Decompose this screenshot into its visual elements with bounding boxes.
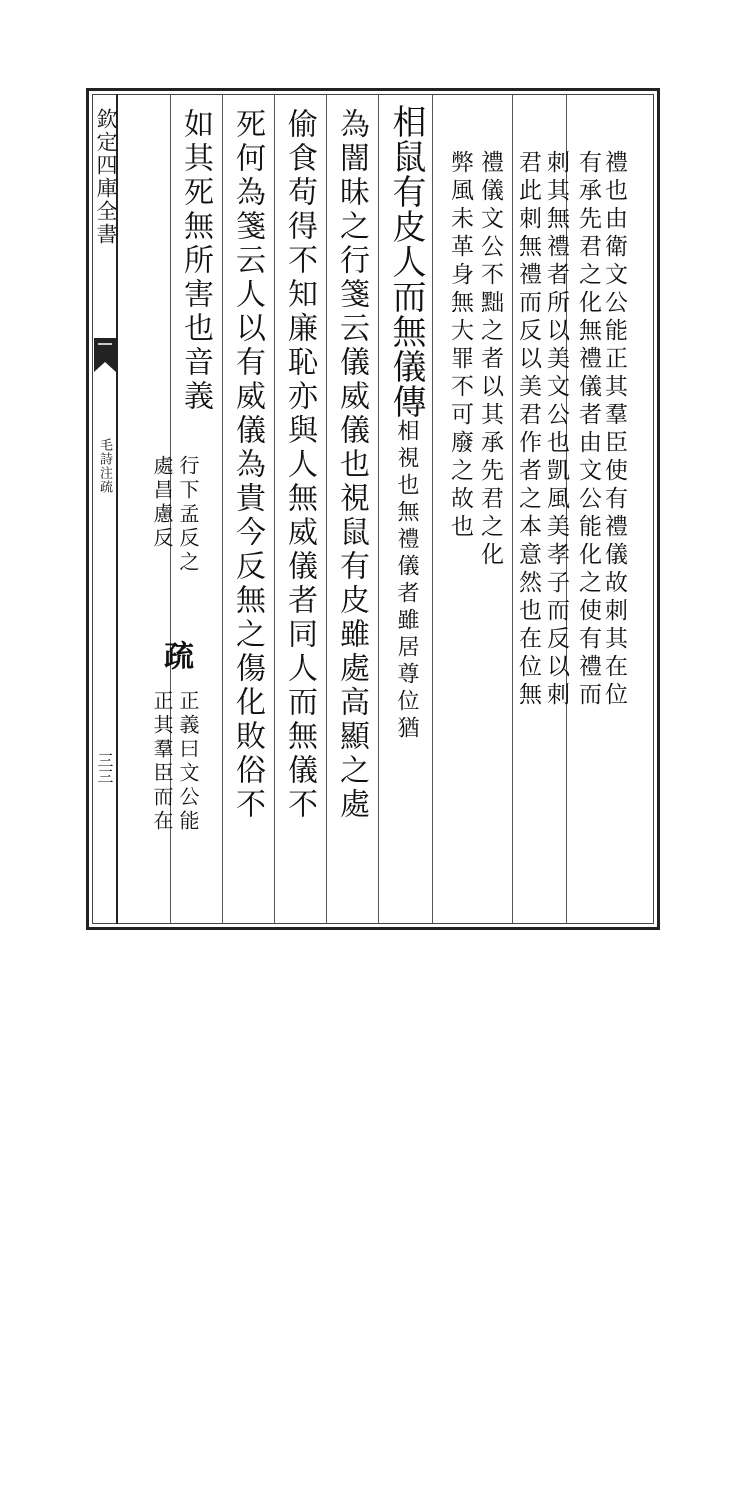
column-divider	[222, 94, 223, 924]
sound-gloss-right: 行下孟反之	[176, 455, 200, 575]
column-divider	[512, 94, 513, 924]
column-divider	[432, 94, 433, 924]
text-column-8: 為闇昧之行箋云儀威儀也視鼠有皮雖處高顯之處	[334, 108, 369, 822]
verse-text: 相鼠有皮人而無儀傳	[386, 104, 426, 419]
text-column-9: 偷食苟得不知廉恥亦與人無威儀者同人而無儀不	[282, 108, 317, 822]
text-column-1: 禮也由衛文公能正其羣臣使有禮儀故刺其在位	[601, 150, 627, 710]
subcommentary-right: 正義曰文公能	[176, 690, 200, 834]
leaf-number: 三三	[95, 752, 114, 784]
book-title: 毛詩注疏	[97, 438, 112, 494]
text-column-6: 弊風未革身無大罪不可廢之故也	[447, 150, 473, 542]
commentary-text: 如其死無所害也音義	[178, 108, 213, 414]
column-divider	[274, 94, 275, 924]
subcommentary-mark: 疏	[158, 640, 193, 674]
text-column-2: 有承先君之化無禮儀者由文公能化之使有禮而	[575, 150, 601, 710]
margin-header: 欽定四庫全書	[94, 108, 118, 246]
text-column-10: 死何為箋云人以有威儀為貴今反無之傷化敗俗不	[230, 108, 265, 822]
sound-gloss-left: 處昌慮反	[150, 455, 174, 551]
text-column-5: 禮儀文公不黜之者以其承先君之化	[477, 150, 503, 570]
column-divider	[326, 94, 327, 924]
text-column-4: 君此刺無禮而反以美君作者之本意然也在位無	[515, 150, 541, 710]
subcommentary-left: 正其羣臣而在	[150, 690, 174, 834]
column-divider	[378, 94, 379, 924]
text-column-3: 刺其無禮者所以美文公也凱風美孝子而反以刺	[543, 150, 569, 710]
text-column-7	[386, 104, 426, 924]
commentary-text: 相視也無禮儀者雖居尊位猶	[394, 419, 419, 743]
fish-tail-ornament	[92, 336, 118, 374]
